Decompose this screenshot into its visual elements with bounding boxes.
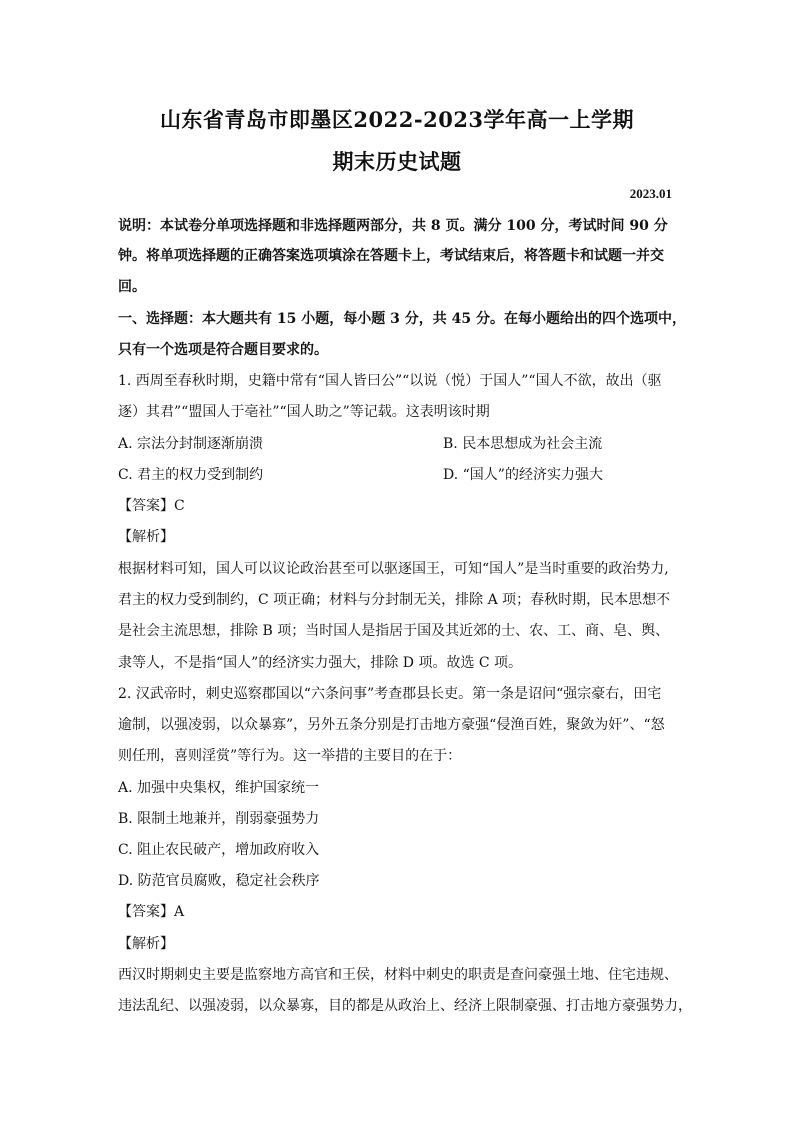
q1-option-a: A. 宗法分封制逐渐崩溃: [118, 436, 264, 452]
instructions-line-2: 钟。将单项选择题的正确答案选项填涂在答题卡上，考试结束后，将答题卡和试题一并交: [118, 248, 664, 264]
q1-stem-line-1: 1. 西周至春秋时期，史籍中常有“国人皆曰公”“以说（悦）于国人”“国人不欲，故出（驱: [118, 373, 662, 389]
q1-answer: 【答案】C: [118, 498, 185, 514]
exam-title-line1: 山东省青岛市即墨区2022-2023学年高一上学期: [159, 107, 635, 132]
q1-analysis-line-2: 君主的权力受到制约，C 项正确；材料与分封制无关，排除 A 项；春秋时期，民本思想不: [118, 592, 671, 608]
q2-analysis-line-2: 违法乱纪、以强凌弱，以众暴寡，目的都是从政治上、经济上限制豪强、打击地方豪强势力，: [118, 998, 692, 1014]
q2-stem-line-2: 逾制，以强凌弱，以众暴寡”，另外五条分别是打击地方豪强“侵渔百姓，聚敛为奸”、“怒: [118, 717, 665, 733]
q2-option-c: C. 阻止农民破产，增加政府收入: [118, 842, 320, 858]
q2-stem-line-1: 2. 汉武帝时，刺史巡察郡国以“六条问事”考查郡县长吏。第一条是诏问“强宗豪右，田宅: [118, 686, 662, 702]
q1-option-c: C. 君主的权力受到制约: [118, 467, 264, 483]
q2-analysis-label: 【解析】: [118, 936, 174, 952]
q2-stem-line-3: 则任刑，喜则淫赏”等行为。这一举措的主要目的在于：: [118, 748, 462, 764]
q1-analysis-line-3: 是社会主流思想，排除 B 项；当时国人是指居于国及其近郊的士、农、工、商、皂、舆、: [118, 623, 670, 639]
section-heading-line-2: 只有一个选项是符合题目要求的。: [118, 342, 328, 358]
q1-analysis-line-1: 根据材料可知，国人可以议论政治甚至可以驱逐国王，可知“国人”是当时重要的政治势力,: [118, 561, 669, 577]
q1-analysis-line-4: 隶等人，不是指“国人”的经济实力强大，排除 D 项。故选 C 项。: [118, 655, 523, 671]
q1-stem-line-2: 逐）其君”“盟国人于亳社”“国人助之”等记载。这表明该时期: [118, 404, 490, 420]
q2-option-b: B. 限制土地兼并，削弱豪强势力: [118, 811, 320, 827]
instructions-line-1: 说明：本试卷分单项选择题和非选择题两部分，共 8 页。满分 100 分，考试时间 90 分: [118, 218, 668, 234]
exam-date: 2023.01: [629, 186, 672, 201]
section-heading-line-1: 一、选择题：本大题共有 15 小题，每小题 3 分，共 45 分。在每小题给出的四个选项中，: [118, 311, 686, 327]
q2-answer: 【答案】A: [118, 904, 185, 920]
exam-title-line2: 期末历史试题: [332, 149, 462, 174]
q1-option-d: D. “国人”的经济实力强大: [443, 467, 603, 483]
q2-option-d: D. 防范官员腐败，稳定社会秩序: [118, 873, 320, 889]
instructions-line-3: 回。: [118, 279, 146, 295]
q2-analysis-line-1: 西汉时期刺史主要是监察地方高官和王侯，材料中刺史的职责是查问豪强土地、住宅违规、: [118, 967, 678, 983]
q1-option-b: B. 民本思想成为社会主流: [443, 436, 603, 452]
q2-option-a: A. 加强中央集权，维护国家统一: [118, 780, 320, 796]
q1-analysis-label: 【解析】: [118, 529, 174, 545]
